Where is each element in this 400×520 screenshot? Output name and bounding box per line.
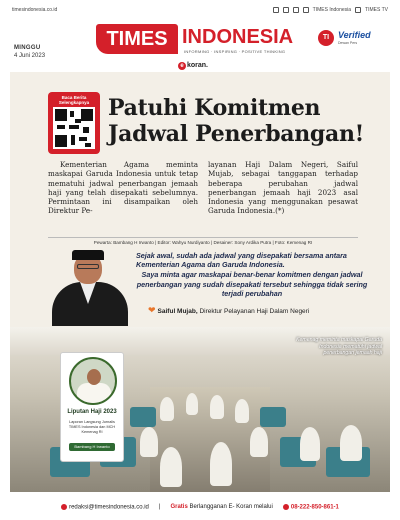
pull-quote	[136, 251, 368, 299]
e-icon: e	[178, 62, 186, 70]
masthead-times: TIMES	[96, 24, 178, 54]
liputan-subtitle: Laporan Langsung Jurnalis TIMES Indonesia dan MCH Kemenag RI	[68, 420, 116, 434]
quote-paragraph-2: Saya minta agar maskapai benar-benar komitmen dengan jadwal penerbangan yang sudah disepakati tersebut sehingga tidak sering terjadi perubahan	[136, 270, 368, 298]
whatsapp-icon	[283, 504, 289, 510]
qr-code-icon[interactable]	[53, 107, 95, 149]
email-icon	[61, 504, 67, 510]
liputan-title: Liputan Haji 2023	[67, 409, 117, 415]
speaker-portrait	[44, 250, 136, 326]
instagram-icon[interactable]	[273, 7, 279, 13]
verified-logo: TI	[318, 30, 334, 46]
edition-day: MINGGU	[14, 45, 41, 51]
qr-label: Baca Berita Selengkapnya	[58, 95, 90, 105]
tv-icon[interactable]	[355, 7, 361, 13]
tv-label: TIMES TV	[365, 7, 388, 13]
headline	[108, 95, 364, 147]
footer-offer: Berlangganan E- Koran melalui	[189, 504, 273, 510]
verified-badge	[318, 28, 388, 50]
quote-paragraph-1: Sejak awal, sudah ada jadwal yang disepakati bersama antara Kementerian Agama dan Garuda Indonesia.	[136, 251, 347, 270]
body-column-1: Kementerian Agama meminta maskapai Garuda Indonesia untuk tetap mematuhi jadwal penerbangan jemaah haji yang telah disepakati sebelumnya. Permintaan ini disampaikan oleh Direktur Pe-	[48, 160, 198, 216]
verified-subtitle: Dewan Pers	[338, 41, 358, 45]
verified-title: Verified	[338, 30, 371, 40]
footer-phone[interactable]: 08-222-850-861-1	[290, 504, 339, 511]
footer-phone-wrap	[283, 504, 339, 511]
heart-icon: ❤	[148, 305, 156, 315]
twitter-icon[interactable]	[293, 7, 299, 13]
footer-gratis: Gratis	[170, 504, 188, 510]
footer-email[interactable]: redaksi@timesindonesia.co.id	[69, 504, 149, 511]
facebook-icon[interactable]	[283, 7, 289, 13]
social-brand: TIMES Indonesia	[312, 7, 352, 13]
quote-role: Direktur Pelayanan Haji Dalam Negeri	[199, 308, 310, 315]
masthead-tagline: INFORMING · INSPIRING · POSITIVE THINKING	[184, 49, 286, 54]
article-credits: Pewarta: Bambang H Irwanto | Editor: Wahyu Nurdiyanto | Desainer: Sony Ardika Putra | Foto: Kemenag RI	[48, 237, 358, 245]
footer-divider: |	[158, 504, 161, 510]
quote-name: Saiful Mujab,	[157, 308, 198, 315]
footer-bar	[0, 494, 400, 520]
headline-line-2: Jadwal Penerbangan!	[108, 121, 365, 147]
article-body	[48, 160, 358, 216]
reporter-name: Bambang H Irwanto	[69, 443, 115, 451]
top-bar	[0, 0, 400, 20]
masthead-indonesia: INDONESIA	[182, 26, 294, 48]
headline-line-1: Patuhi Komitmen	[108, 95, 321, 121]
youtube-icon[interactable]	[303, 7, 309, 13]
edition-date-text: 4 Juni 2023	[14, 53, 46, 59]
social-links	[273, 7, 388, 13]
body-column-2: layanan Haji Dalam Negeri, Saiful Mujab, sebagai tanggapan terhadap beberapa perubahan jadwal penerbangan jemaah haji 2023 asal Indonesia yang menggunakan pesawat Garuda Indonesia.(*)	[208, 160, 358, 216]
masthead-logo[interactable]	[96, 24, 302, 58]
ekoran-label	[178, 62, 208, 70]
qr-box[interactable]	[48, 92, 100, 154]
photo-caption: Kemenag meminta maskapai Garuda Indonesia mematuhi jadwal penerbangan jemaah haji	[296, 337, 382, 357]
quote-attribution	[148, 305, 309, 316]
website-link[interactable]: timesindonesia.co.id	[12, 7, 58, 13]
footer-email-wrap	[61, 504, 149, 511]
reporter-photo	[69, 357, 117, 405]
ekoran-text: koran.	[187, 62, 209, 69]
footer-offer-wrap	[170, 504, 272, 510]
edition-date	[14, 44, 45, 60]
liputan-haji-card	[60, 352, 124, 462]
